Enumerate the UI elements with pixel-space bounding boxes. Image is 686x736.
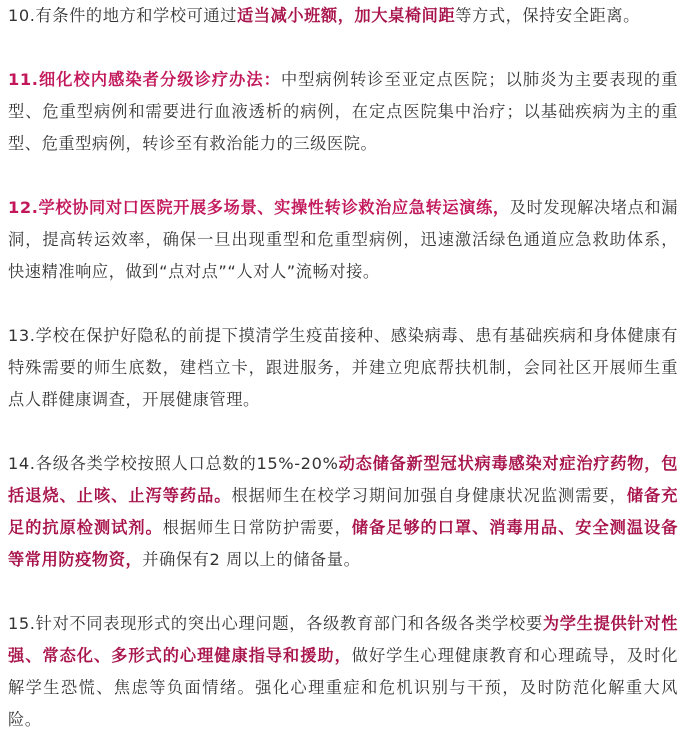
item-14-text: 14.各级各类学校按照人口总数的15%-20%	[8, 454, 339, 473]
item-14-text-3: 根据师生日常防护需要，	[162, 518, 352, 537]
item-14-highlight-supplies: 储备足够的口罩、消毒用品、安全测温设备等常用防疫物资，	[8, 518, 678, 569]
item-15-highlight: 为学生提供针对性强、常态化、多形式的心理健康指导和援助，	[8, 614, 678, 665]
item-11-heading: 11.细化校内感染者分级诊疗办法：	[8, 70, 281, 89]
item-12-text: 及时发现解决堵点和漏洞，提高转运效率，确保一旦出现重型和危重型病例，迅速激活绿色通道应急救助体系，快速精准响应，做到“点对点”“人对人”流畅对接。	[8, 198, 679, 281]
item-14-paragraph	[8, 448, 678, 576]
item-13-text: 13.学校在保护好隐私的前提下摸清学生疫苗接种、感染病毒、患有基础疾病和身体健康有特殊需要的师生底数，建档立卡，跟进服务，并建立兜底帮扶机制，会同社区开展师生重点人群健康调查，开展健康管理。	[8, 326, 678, 409]
item-12-heading: 12.学校协同对口医院开展多场景、实操性转诊救治应急转运演练，	[8, 198, 510, 217]
item-14-highlight-antigen: 储备充足的抗原检测试剂。	[8, 486, 678, 537]
item-10-text-end: 等方式，保持安全距离。	[455, 6, 640, 25]
item-10-paragraph	[8, 0, 678, 32]
item-12-paragraph	[8, 192, 678, 288]
item-10-highlight: 适当减小班额，加大桌椅间距	[237, 6, 456, 25]
item-15-text-end: 做好学生心理健康教育和心理疏导，及时化解学生恐慌、焦虑等负面情绪。强化心理重症和危机识别与干预，及时防范化解重大风险。	[8, 646, 678, 729]
item-10-text: 10.有条件的地方和学校可通过	[8, 6, 237, 25]
item-14-highlight-medicine: 动态储备新型冠状病毒感染对症治疗药物，包括退烧、止咳、止泻等药品。	[8, 454, 679, 505]
item-11-text: 中型病例转诊至亚定点医院；以肺炎为主要表现的重型、危重型病例和需要进行血液透析的病例，在定点医院集中治疗；以基础疾病为主的重型、危重型病例，转诊至有救治能力的三级医院。	[8, 70, 678, 153]
item-14-text-2: 根据师生在校学习期间加强自身健康状况监测需要，	[231, 486, 627, 505]
item-11-paragraph	[8, 64, 678, 160]
item-15-text: 15.针对不同表现形式的突出心理问题，各级教育部门和各级各类学校要	[8, 614, 543, 633]
item-13-paragraph	[8, 320, 678, 416]
item-14-text-end: 并确保有2 周以上的储备量。	[142, 550, 361, 569]
item-15-paragraph	[8, 608, 678, 736]
